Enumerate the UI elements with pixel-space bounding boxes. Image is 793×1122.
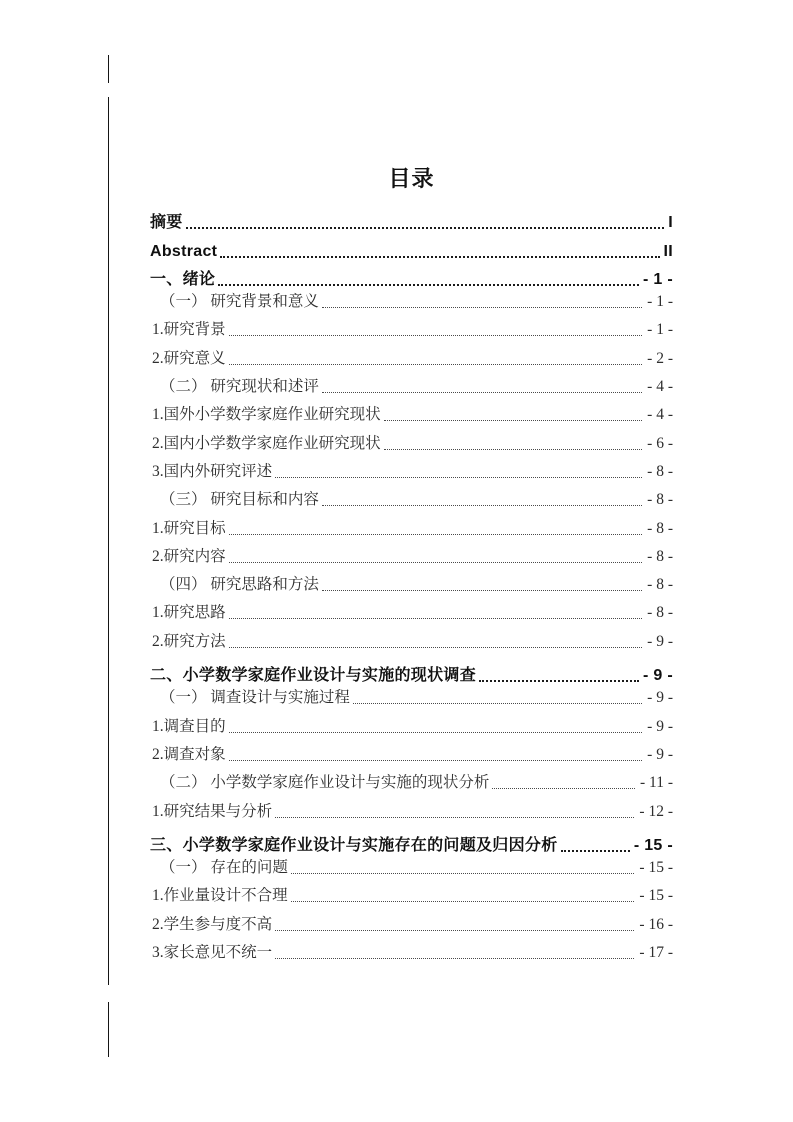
toc-entry-label: 2.国内小学数学家庭作业研究现状: [152, 434, 381, 452]
toc-entry-page: - 17 -: [639, 944, 673, 962]
toc-entry-page: - 9 -: [647, 745, 673, 763]
toc-entry[interactable]: [150, 739, 673, 767]
toc-entry-label: （二） 小学数学家庭作业设计与实施的现状分析: [160, 774, 490, 792]
toc-entry[interactable]: [150, 541, 673, 569]
dot-leader: [275, 930, 634, 931]
dot-leader: [322, 590, 642, 591]
toc-entry[interactable]: [150, 286, 673, 314]
toc-entry-label: 2.研究方法: [152, 632, 226, 650]
toc-entry[interactable]: [150, 852, 673, 880]
dot-leader: [322, 392, 642, 393]
toc-entry-label: 3.国内外研究评述: [152, 462, 273, 480]
toc-entry-page: - 11 -: [640, 774, 673, 792]
toc-entry-page: - 15 -: [633, 836, 673, 854]
toc-entry-label: （一） 调查设计与实施过程: [160, 689, 350, 707]
toc-entry-label: （三） 研究目标和内容: [160, 491, 319, 509]
toc-entry-page: - 8 -: [647, 547, 673, 565]
toc-entry[interactable]: [150, 597, 673, 625]
toc-entry-label: 2.调查对象: [152, 745, 226, 763]
dot-leader: [275, 958, 634, 959]
toc-entry-label: 二、小学数学家庭作业设计与实施的现状调查: [150, 667, 477, 685]
toc-entry[interactable]: [150, 371, 673, 399]
toc-entry-label: 1.研究背景: [152, 321, 226, 339]
toc-entry-page: - 16 -: [639, 915, 673, 933]
toc-entry-label: 3.家长意见不统一: [152, 944, 273, 962]
toc-entry-page: - 15 -: [639, 887, 673, 905]
dot-leader: [229, 732, 643, 733]
dot-leader: [322, 307, 642, 308]
toc-entry-page: - 1 -: [647, 321, 673, 339]
toc-entry-page: - 4 -: [647, 378, 673, 396]
toc-entry-page: - 15 -: [639, 859, 673, 877]
page-title: 目录: [388, 166, 435, 191]
dot-leader: [229, 618, 643, 619]
toc-entry-page: - 8 -: [647, 519, 673, 537]
toc-entry-page: - 8 -: [647, 576, 673, 594]
toc-entry-label: 1.国外小学数学家庭作业研究现状: [152, 406, 381, 424]
toc-content: [150, 163, 673, 965]
toc-entry[interactable]: [150, 937, 673, 965]
dot-leader: [492, 788, 635, 789]
toc-entry-page: - 9 -: [643, 667, 673, 685]
toc-entry[interactable]: [150, 427, 673, 455]
toc-entry-page: - 12 -: [639, 802, 673, 820]
toc-entry-label: Abstract: [150, 242, 218, 260]
dot-leader: [384, 420, 643, 421]
toc-entry-page: - 2 -: [647, 349, 673, 367]
toc-entry-label: 1.调查目的: [152, 717, 226, 735]
toc-list: [150, 207, 673, 965]
toc-entry-label: （四） 研究思路和方法: [160, 576, 319, 594]
dot-leader: [291, 873, 635, 874]
dot-leader: [220, 256, 659, 258]
toc-entry[interactable]: [150, 767, 673, 795]
toc-entry[interactable]: [150, 682, 673, 710]
dot-leader: [229, 760, 643, 761]
page-edge-mark-top: [108, 55, 109, 83]
toc-entry-page: - 8 -: [647, 491, 673, 509]
toc-entry[interactable]: [150, 456, 673, 484]
toc-entry-label: 1.作业量设计不合理: [152, 887, 288, 905]
dot-leader: [353, 703, 642, 704]
dot-leader: [229, 647, 643, 648]
page-edge-mark-middle: [108, 97, 109, 985]
dot-leader: [229, 534, 643, 535]
toc-entry[interactable]: [150, 880, 673, 908]
toc-entry[interactable]: [150, 569, 673, 597]
dot-leader: [229, 364, 643, 365]
toc-entry[interactable]: [150, 625, 673, 653]
toc-entry-page: - 9 -: [647, 689, 673, 707]
toc-entry-label: 三、小学数学家庭作业设计与实施存在的问题及归因分析: [150, 836, 558, 854]
dot-leader: [384, 449, 643, 450]
toc-entry[interactable]: [150, 512, 673, 540]
toc-entry[interactable]: [150, 235, 673, 263]
dot-leader: [186, 227, 665, 229]
toc-entry-page: - 9 -: [647, 632, 673, 650]
dot-leader: [291, 901, 635, 902]
toc-entry-page: - 4 -: [647, 406, 673, 424]
toc-entry-page: - 6 -: [647, 434, 673, 452]
toc-entry[interactable]: [150, 710, 673, 738]
toc-entry-page: - 1 -: [647, 293, 673, 311]
toc-entry-page: II: [663, 242, 673, 260]
toc-entry-page: I: [668, 214, 673, 232]
toc-entry-page: - 9 -: [647, 717, 673, 735]
toc-entry-label: 1.研究思路: [152, 604, 226, 622]
toc-entry-label: （一） 存在的问题: [160, 859, 288, 877]
toc-entry[interactable]: [150, 342, 673, 370]
dot-leader: [229, 562, 643, 563]
toc-entry-label: （一） 研究背景和意义: [160, 293, 319, 311]
page-edge-mark-bottom: [108, 1002, 109, 1057]
toc-entry-page: - 8 -: [647, 604, 673, 622]
toc-entry[interactable]: [150, 399, 673, 427]
toc-entry-page: - 8 -: [647, 462, 673, 480]
toc-entry-page: - 1 -: [643, 270, 673, 288]
dot-leader: [275, 817, 634, 818]
toc-entry[interactable]: [150, 908, 673, 936]
dot-leader: [322, 505, 642, 506]
toc-entry[interactable]: [150, 795, 673, 823]
toc-entry-label: 摘要: [150, 214, 183, 232]
toc-entry-label: 1.研究结果与分析: [152, 802, 273, 820]
toc-entry-label: 一、绪论: [150, 270, 216, 288]
toc-entry[interactable]: [150, 314, 673, 342]
toc-entry-label: 2.研究内容: [152, 547, 226, 565]
toc-entry-label: （二） 研究现状和述评: [160, 378, 319, 396]
toc-entry-label: 2.研究意义: [152, 349, 226, 367]
toc-entry-label: 1.研究目标: [152, 519, 226, 537]
toc-entry[interactable]: [150, 207, 673, 235]
dot-leader: [229, 335, 643, 336]
toc-entry-label: 2.学生参与度不高: [152, 915, 273, 933]
toc-entry[interactable]: [150, 484, 673, 512]
dot-leader: [275, 477, 642, 478]
